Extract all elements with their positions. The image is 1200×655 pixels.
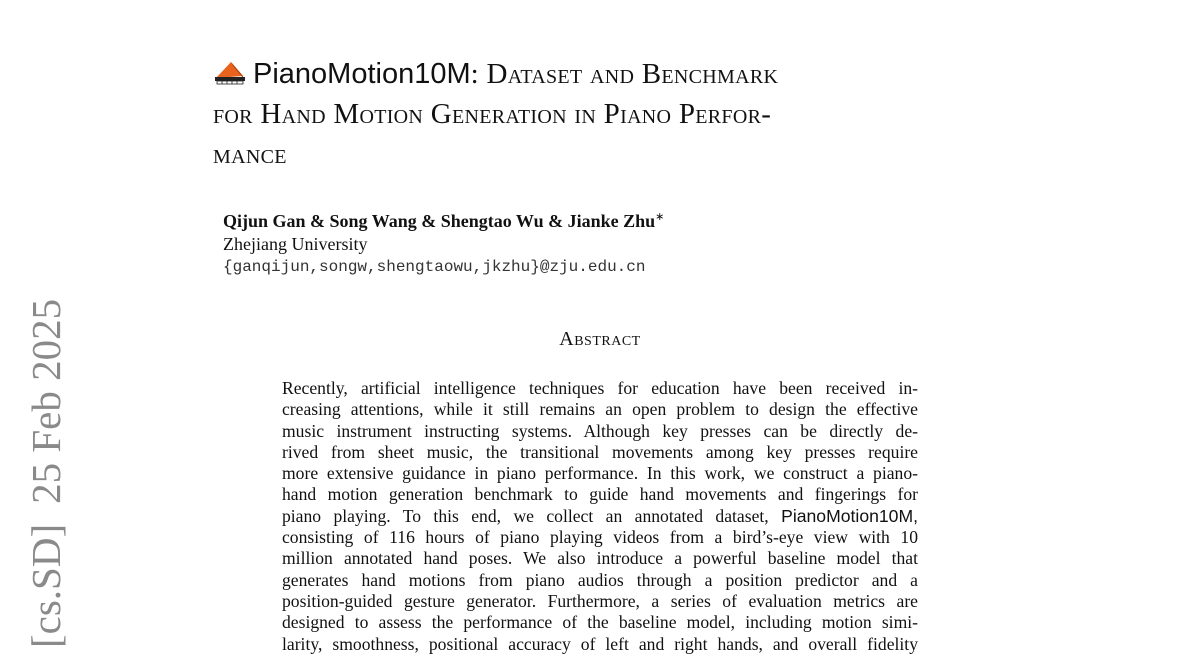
abstract-line: position-guided gesture generator. Furthermore, a series of evaluation metrics are bbox=[282, 590, 918, 611]
piano-logo-icon bbox=[213, 58, 247, 86]
abstract-line: music instrument instructing systems. Although key presses can be directly de- bbox=[282, 420, 918, 441]
title-line1: : Dataset and Benchmark bbox=[470, 58, 779, 90]
author-names bbox=[223, 206, 664, 233]
abstract-line: million annotated hand poses. We also introduce a powerful baseline model that bbox=[282, 548, 918, 569]
affiliation: Zhejiang University bbox=[223, 234, 368, 254]
author-block bbox=[223, 206, 664, 279]
abstract-line: consisting of 116 hours of piano playing videos from a bird’s-eye view with 10 bbox=[282, 527, 918, 548]
abstract-dataset-name: PianoMotion10M, bbox=[781, 505, 918, 526]
abstract-line: Recently, artificial intelligence techniques for education have been received in- bbox=[282, 378, 918, 398]
abstract-line: more extensive guidance in piano performance. In this work, we construct a piano- bbox=[282, 463, 918, 484]
author-emails: {ganqijun,songw,shengtaowu,jkzhu}@zju.edu.cn bbox=[223, 258, 646, 276]
arxiv-category: [cs.SD] bbox=[23, 523, 69, 648]
author-names-text: Qijun Gan & Song Wang & Shengtao Wu & Jianke Zhu bbox=[223, 211, 656, 231]
paper-title bbox=[213, 54, 1013, 174]
abstract-heading: Abstract bbox=[559, 328, 641, 350]
title-line2: for Hand Motion Generation in Piano Perfor- bbox=[213, 98, 772, 130]
corresponding-marker: ∗ bbox=[655, 211, 665, 223]
abstract-line: larity, smoothness, positional accuracy of left and right hands, and overall fidelity bbox=[282, 633, 918, 654]
abstract-line: generates hand motions from piano audios through a position predictor and a bbox=[282, 569, 918, 590]
abstract-line-text: piano playing. To this end, we collect an annotated dataset, bbox=[282, 505, 769, 526]
abstract-line: designed to assess the performance of the baseline model, including motion simi- bbox=[282, 612, 918, 633]
title-dataset-name: PianoMotion10M bbox=[253, 58, 471, 90]
abstract-line-with-dataset bbox=[282, 506, 918, 527]
abstract-line: creasing attentions, while it still remains an open problem to design the effective bbox=[282, 399, 918, 420]
abstract-body bbox=[282, 378, 918, 655]
abstract-line: rived from sheet music, the transitional movements among key presses require bbox=[282, 441, 918, 462]
title-line3: mance bbox=[213, 138, 287, 170]
arxiv-date: 25 Feb 2025 bbox=[23, 298, 69, 504]
abstract-line: hand motion generation benchmark to guide hand movements and fingerings for bbox=[282, 484, 918, 505]
